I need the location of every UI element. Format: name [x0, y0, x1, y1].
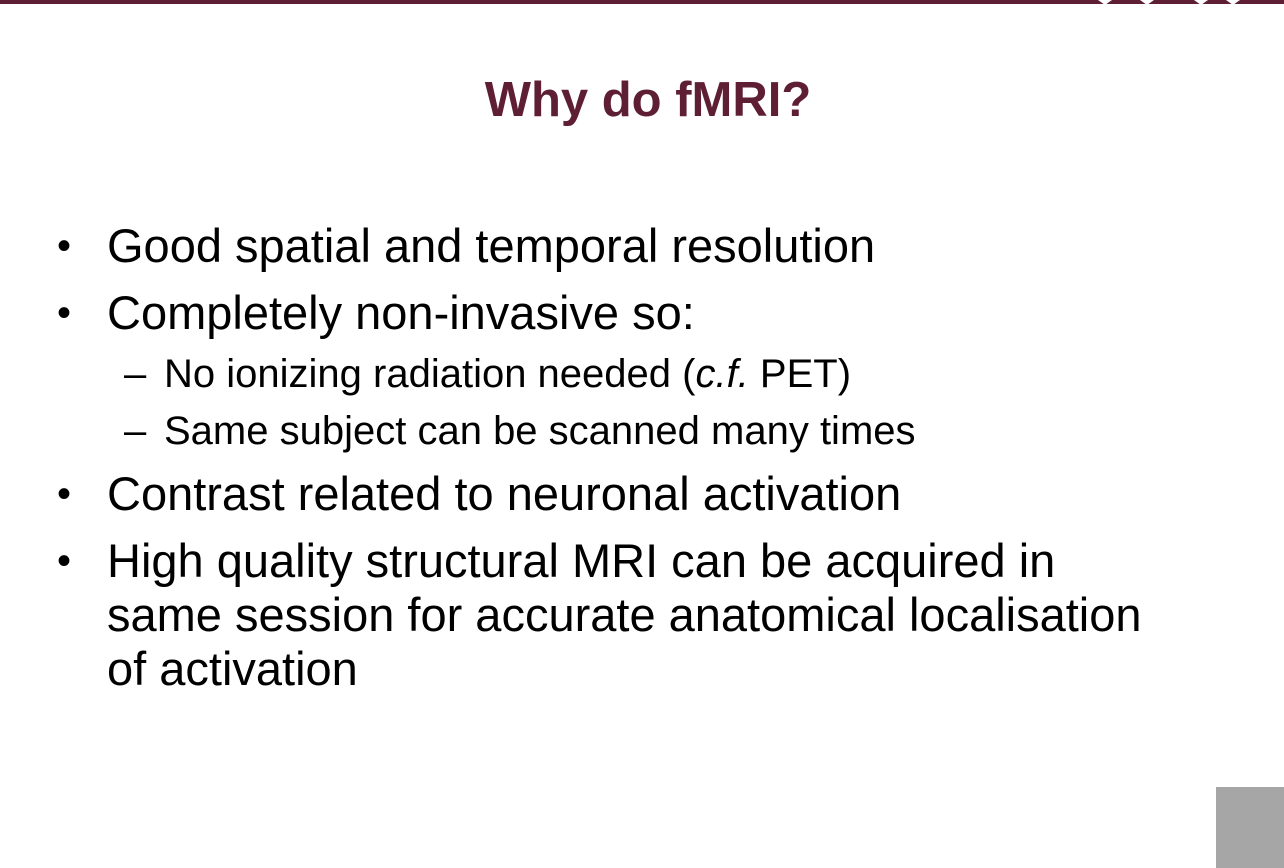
bullet-marker: • — [57, 539, 72, 583]
slide-title: Why do fMRI? — [484, 73, 812, 127]
sub-bullet-marker: – — [124, 352, 147, 396]
top-rule-notch — [1140, 0, 1154, 5]
bullet-marker: • — [57, 224, 72, 268]
bullet-text-line: same session for accurate anatomical localisation — [107, 588, 1142, 641]
top-rule-notch — [1194, 0, 1208, 5]
sub-bullet-text-italic: c.f. — [695, 352, 749, 396]
top-accent-rule — [0, 0, 1284, 4]
bullet-text: Completely non-invasive so: — [107, 286, 695, 339]
bullet-text-line: of activation — [107, 642, 358, 695]
top-rule-notch — [1098, 0, 1112, 5]
top-rule-notch — [1226, 0, 1240, 5]
sub-bullet-text — [164, 346, 1244, 402]
bullet-marker: • — [57, 472, 72, 516]
sub-bullet-text: Same subject can be scanned many times — [164, 409, 916, 453]
bullet-text — [107, 534, 1257, 696]
sub-bullet-marker: – — [124, 409, 147, 453]
sub-bullet-text-start: No ionizing radiation needed ( — [164, 352, 696, 396]
corner-block — [1216, 787, 1284, 868]
bullet-text: Good spatial and temporal resolution — [107, 219, 876, 272]
sub-bullet-text-end: PET) — [748, 352, 852, 396]
bullet-text-line: High quality structural MRI can be acquired in — [107, 534, 1056, 587]
bullet-text: Contrast related to neuronal activation — [107, 467, 902, 520]
bullet-marker: • — [57, 291, 72, 335]
